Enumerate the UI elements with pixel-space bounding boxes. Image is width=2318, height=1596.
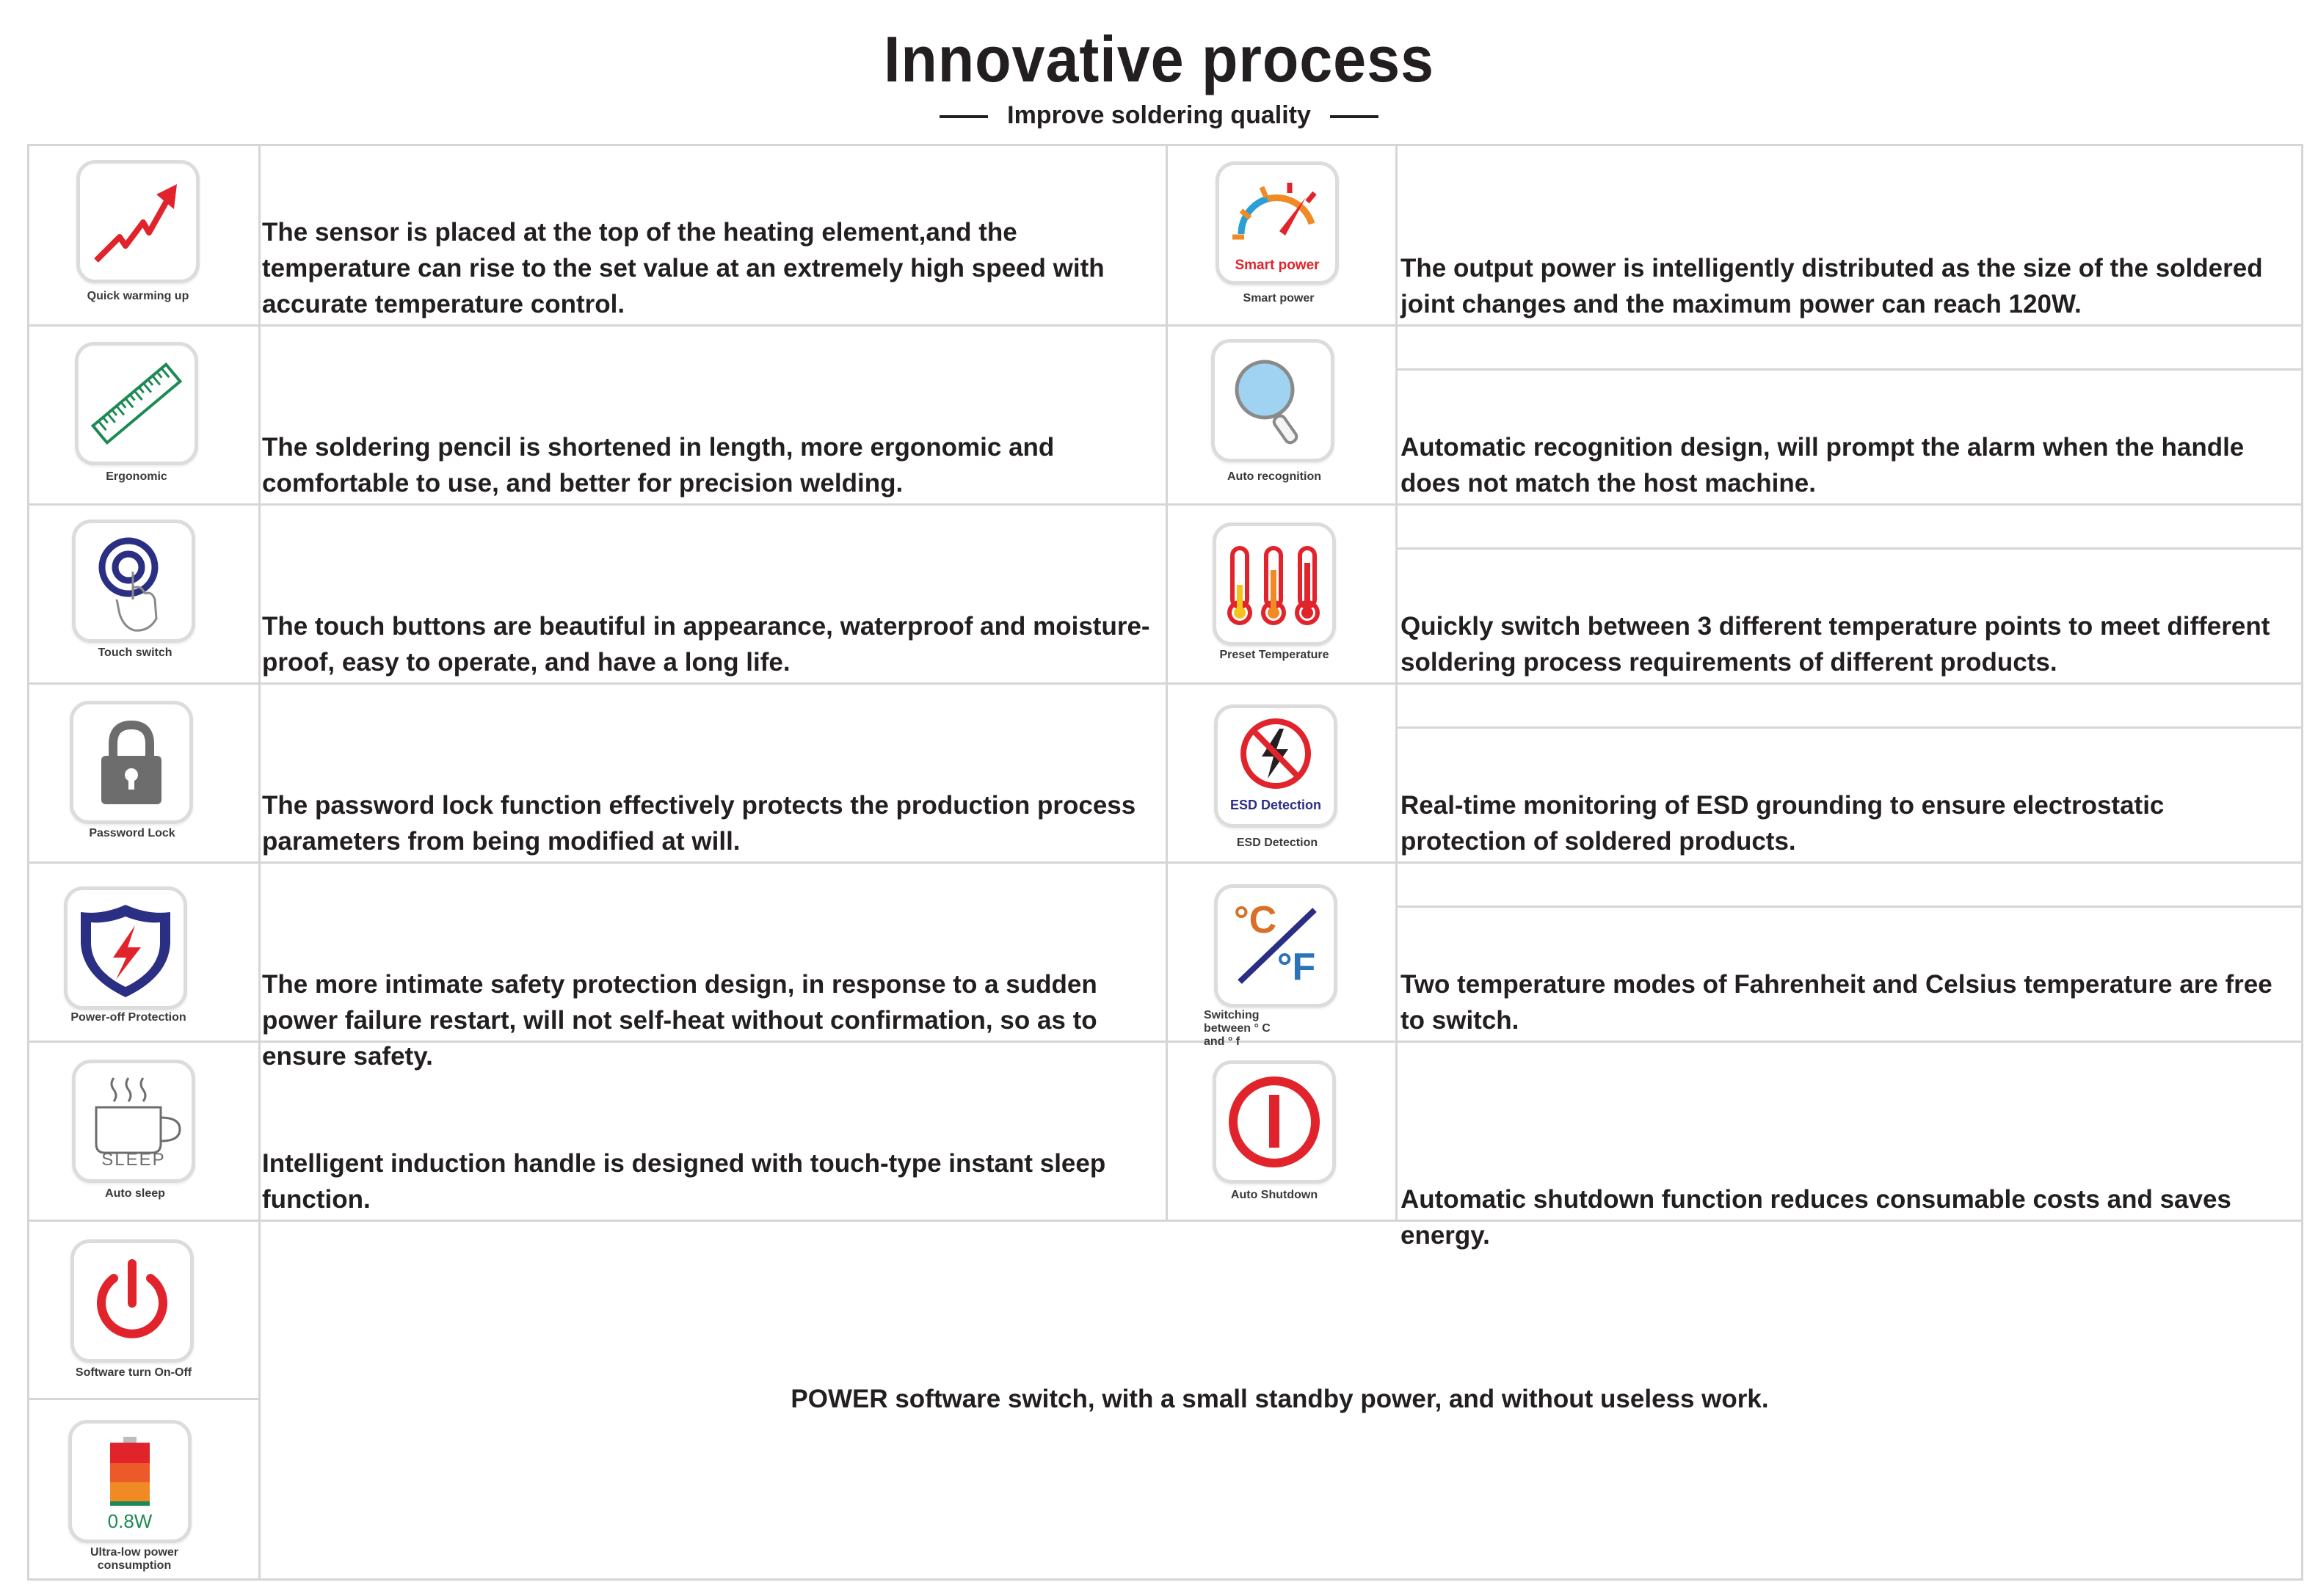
smart-power-icon [1216, 161, 1339, 285]
lock-icon [70, 701, 193, 824]
subtitle-left-rule [940, 115, 988, 118]
subtitle-text: Improve soldering quality [1007, 101, 1311, 129]
auto-shutdown-desc: Automatic shutdown function reduces consumable costs and saves energy. [1400, 1185, 2231, 1250]
page-subtitle [0, 101, 2318, 130]
preset-temperature-label: Preset Temperature [1219, 649, 1329, 661]
thermometer-icon [1213, 522, 1336, 646]
esd-detection-label: ESD Detection [1236, 837, 1318, 849]
cup-icon [72, 1060, 195, 1183]
feature-table [27, 144, 2303, 1581]
fahrenheit-text: °F [1276, 946, 1316, 988]
switching-units-desc: Two temperature modes of Fahrenheit and Celsius temperature are free to switch. [1400, 970, 2272, 1035]
auto-sleep-desc: Intelligent induction handle is designed with touch-type instant sleep function. [262, 1149, 1106, 1214]
touch-icon [72, 520, 195, 643]
auto-shutdown-label: Auto Shutdown [1230, 1189, 1318, 1201]
row-divider [1395, 906, 2301, 908]
ultra-low-power-label: Ultra-low power consumption [90, 1546, 178, 1572]
smart-power-label: Smart power [1243, 292, 1315, 305]
ergonomic-desc: The soldering pencil is shortened in length, more ergonomic and comfortable to use, and better for precision welding. [262, 433, 1055, 498]
smart-power-icon-text: Smart power [1235, 258, 1320, 273]
subtitle-right-rule [1330, 115, 1378, 118]
power-off-protection-label: Power-off Protection [70, 1011, 186, 1024]
quick-warming-label: Quick warming up [87, 290, 189, 302]
preset-temperature-desc: Quickly switch between 3 different temperature points to meet different soldering process requirements of different products. [1400, 612, 2270, 677]
row-divider [1395, 547, 2301, 550]
password-lock-label: Password Lock [89, 827, 175, 839]
row-divider [29, 1398, 258, 1400]
sleep-icon-text: SLEEP [101, 1150, 166, 1170]
software-on-off-label: Software turn On-Off [75, 1366, 192, 1379]
column-divider [1166, 146, 1168, 1220]
shield-icon [64, 886, 187, 1010]
magnifier-icon [1211, 339, 1334, 462]
auto-sleep-label: Auto sleep [105, 1187, 165, 1200]
esd-icon [1214, 704, 1337, 828]
switching-units-label: Switching between ° C and ° f [1204, 1009, 1271, 1048]
power-button-icon [70, 1239, 194, 1363]
ruler-icon [75, 342, 198, 465]
password-lock-desc: The password lock function effectively protects the production process parameters from being modified at will. [262, 791, 1136, 856]
power-off-protection-desc: The more intimate safety protection design, in response to a sudden power failure restart, will not self-heat without confirmation, so as to ensure safety. [262, 970, 1097, 1071]
row-divider [1395, 368, 2301, 371]
smart-power-desc: The output power is intelligently distributed as the size of the soldered joint changes and the maximum power can reach 120W. [1400, 254, 2263, 318]
shutdown-icon [1213, 1060, 1336, 1184]
row-divider [1395, 726, 2301, 729]
page-title: Innovative process [883, 23, 1434, 95]
column-divider [1395, 146, 1398, 1220]
battery-icon-text: 0.8W [107, 1510, 153, 1532]
quick-warming-desc: The sensor is placed at the top of the heating element,and the temperature can rise to the set value at an extremely high speed with accurate temperature control. [262, 218, 1105, 318]
celsius-text: °C [1233, 899, 1277, 941]
auto-recognition-desc: Automatic recognition design, will prompt the alarm when the handle does not match the host machine. [1400, 433, 2245, 498]
esd-detection-desc: Real-time monitoring of ESD grounding to ensure electrostatic protection of soldered products. [1400, 791, 2165, 856]
quick-warming-icon [76, 160, 200, 283]
ergonomic-label: Ergonomic [106, 470, 167, 483]
column-divider [258, 146, 261, 1578]
esd-icon-text: ESD Detection [1229, 798, 1322, 812]
touch-switch-label: Touch switch [98, 646, 172, 659]
auto-recognition-label: Auto recognition [1227, 470, 1321, 483]
battery-icon [68, 1420, 192, 1543]
power-switch-desc: POWER software switch, with a small standby power, and without useless work. [791, 1385, 1769, 1413]
touch-switch-desc: The touch buttons are beautiful in appearance, waterproof and moisture-proof, easy to operate, and have a long life. [262, 612, 1150, 677]
celsius-fahrenheit-icon [1214, 884, 1337, 1007]
